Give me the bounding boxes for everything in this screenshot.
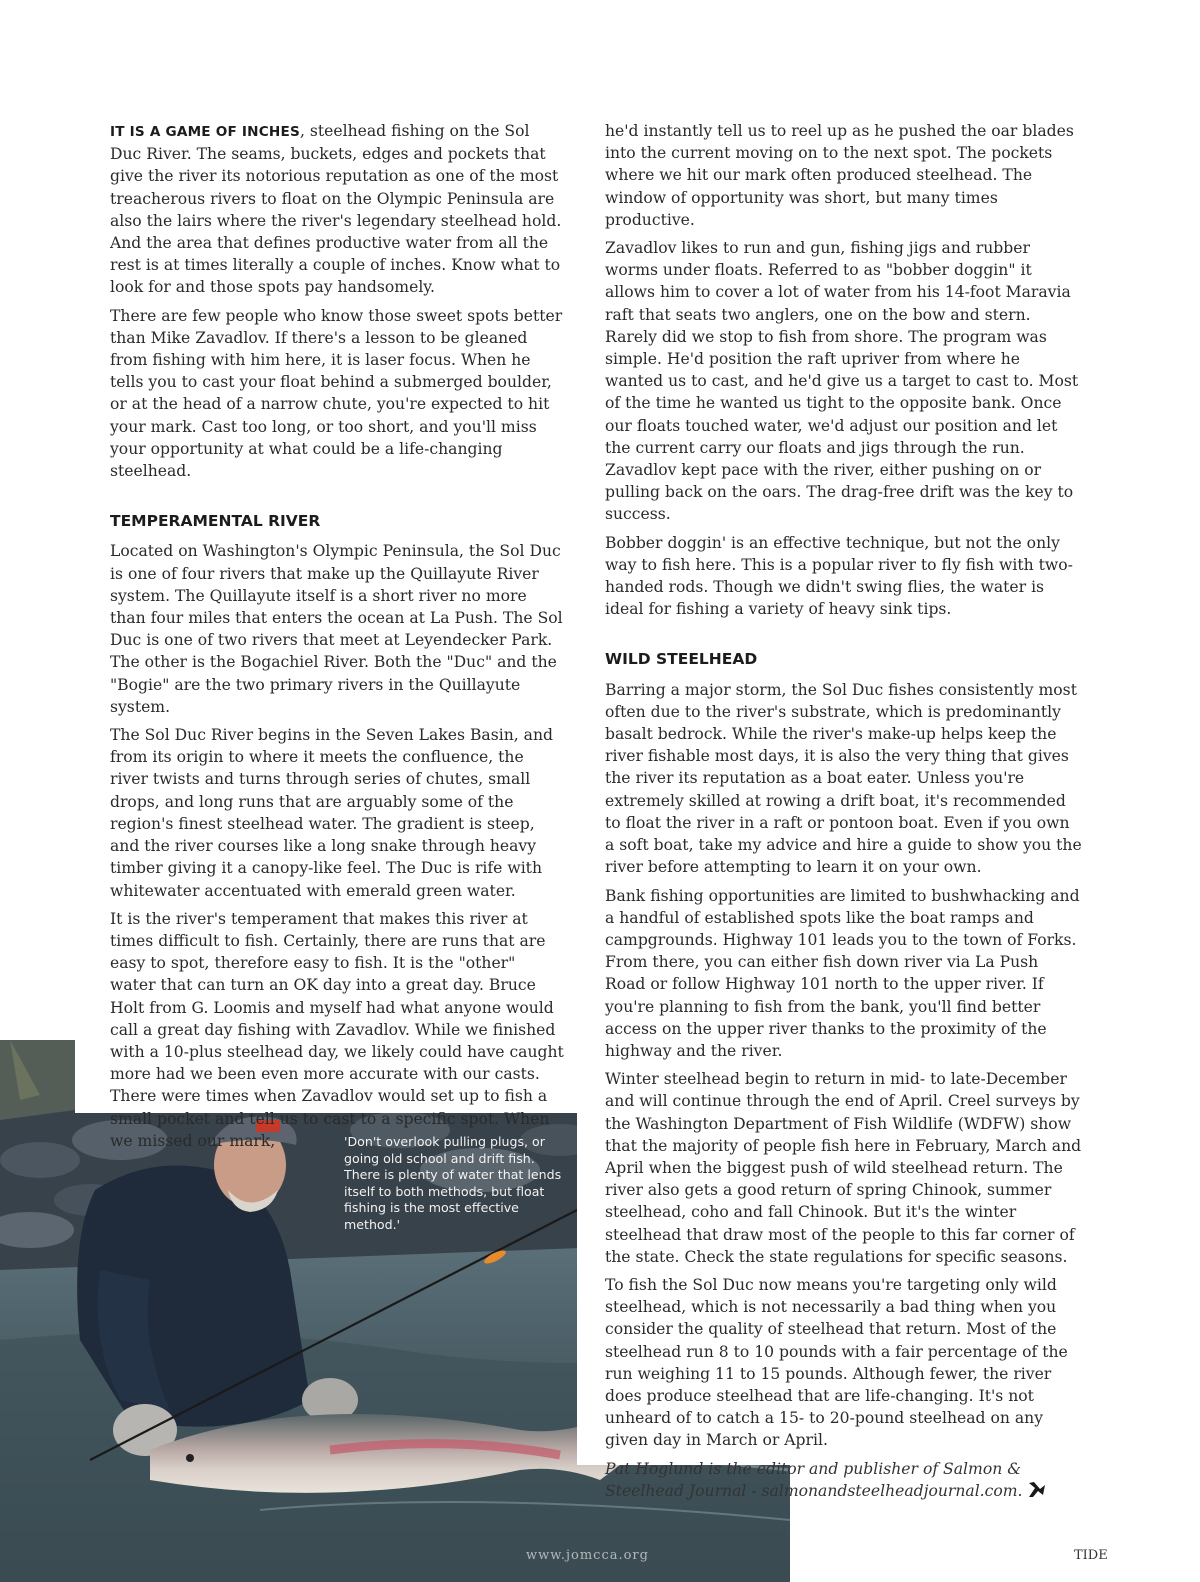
paragraph-7: Zavadlov likes to run and gun, fishing jigs and rubber worms under floats. Referred to as "bobber doggin" it allows him to cover a lot of water from his 14-foot Maravia raft that seats two anglers, one on the bow and stern. Rarely did we stop to fish from shore. The program was simple. He'd position the raft upriver from where he wanted us to cast, and he'd give us a target to cast to. Most of the time he wanted us tight to the opposite bank. Once our floats touched water, we'd adjust our position and let the current carry our floats and jigs through the run. Zavadlov kept pace with the river, either pushing on or pulling back on the oars. The drag-free drift was the key to success. (605, 239, 1079, 524)
paragraph-10: Bank fishing opportunities are limited to bushwhacking and a handful of established spots like the boat ramps and campgrounds. Highway 101 leads you to the town of Forks. From there, you can either fish down river via La Push Road or follow Highway 101 north to the upper river. If you're planning to fish from the bank, you'll find better access on the upper river thanks to the proximity of the highway and the river. (605, 886, 1080, 1060)
paragraph-5: It is the river's temperament that makes this river at times difficult to fish. Certainly, there are runs that are easy to spot, therefore easy to fish. It is the "other" water that can turn an OK day into a great day. Bruce Holt from G. Loomis and myself had what anyone would call a great day fishing with Zavadlov. While we finished with a 10-plus steelhead day, we likely could have caught more had we been even more accurate with our casts. There were times when Zavadlov would set up to fish a small pocket and tell us to cast to a specific spot. When we missed our mark, (110, 909, 564, 1150)
intro-paragraph (110, 120, 565, 299)
paragraph-8: Bobber doggin' is an effective technique, but not the only way to fish here. This is a popular river to fly fish with two-handed rods. Though we didn't swing flies, the water is ideal for fishing a variety of heavy sink tips. (605, 533, 1073, 619)
article-column-right (605, 120, 1083, 1511)
paragraph-11: Winter steelhead begin to return in mid- to late-December and will continue through the end of April. Creel surveys by the Washington Department of Fish Wildlife (WDFW) show that the majority of people fish here in February, March and April when the biggest push of wild steelhead return. The river also gets a good return of spring Chinook, summer steelhead, coho and fall Chinook. But it's the winter steelhead that draw most of the people to this far corner of the state. Check the state regulations for specific seasons. (605, 1070, 1082, 1266)
fish-tail-end-mark-icon (1027, 1481, 1047, 1505)
lead-in: IT IS A GAME OF INCHES (110, 124, 300, 140)
paragraph-12: To fish the Sol Duc now means you're targeting only wild steelhead, which is not necessarily a bad thing when you consider the quality of steelhead that return. Most of the steelhead run 8 to 10 pounds with a fair percentage of the run weighing 11 to 15 pounds. Although fewer, the river does produce steelhead that are life-changing. It's not unheard of to catch a 15- to 20-pound steelhead on any given day in March or April. (605, 1275, 1068, 1450)
paragraph-2: There are few people who know those sweet spots better than Mike Zavadlov. If there's a lesson to be gleaned from fishing with him here, it is laser focus. When he tells you to cast your float behind a submerged boulder, or at the head of a narrow chute, you're expected to hit your mark. Cast too long, or too short, and you'll miss your opportunity at what could be a life-changing steelhead. (110, 306, 563, 481)
article-column-left (110, 120, 565, 1158)
intro-text: , steelhead fishing on the Sol Duc River. The seams, buckets, edges and pockets that give the river its notorious reputation as one of the most treacherous rivers to float on the Olympic Peninsula are also the lairs where the river's legendary steelhead hold. And the area that defines productive water from all the rest is at times literally a couple of inches. Know what to look for and those spots pay handsomely. (110, 122, 562, 297)
heading-temperamental-river: TEMPERAMENTAL RIVER (110, 512, 321, 531)
byline-text: Pat Hoglund is the editor and publisher of Salmon & Steelhead Journal - salmonandsteelheadjournal.com. (605, 1459, 1023, 1500)
paragraph-6: he'd instantly tell us to reel up as he pushed the oar blades into the current moving on to the next spot. The pockets where we hit our mark often produced steelhead. The window of opportunity was short, but many times productive. (605, 122, 1074, 229)
paragraph-9: Barring a major storm, the Sol Duc fishes consistently most often due to the river's substrate, which is predominantly basalt bedrock. While the river's make-up helps keep the river fishable most days, it is also the very thing that gives the river its reputation as a boat eater. Unless you're extremely skilled at rowing a drift boat, it's recommended to float the river in a raft or pontoon boat. Even if you own a soft boat, take my advice and hire a guide to show you the river before attempting to learn it on your own. (605, 680, 1082, 877)
heading-wild-steelhead: WILD STEELHEAD (605, 650, 758, 669)
paragraph-3: Located on Washington's Olympic Peninsula, the Sol Duc is one of four rivers that make up the Quillayute River system. The Quillayute itself is a short river no more than four miles that enters the ocean at La Push. The Sol Duc is one of two rivers that meet at Leyendecker Park. The other is the Bogachiel River. Both the "Duc" and the "Bogie" are the two primary rivers in the Quillayute system. (110, 542, 563, 716)
photo-caption: 'Don't overlook pulling plugs, or going old school and drift fish. There is plenty of water that lends itself to both methods, but float fishing is the most effective method.' (344, 1134, 562, 1232)
author-byline (605, 1458, 1083, 1505)
page-folio: TIDE (1074, 1548, 1108, 1563)
footer-url[interactable]: www.jomcca.org (526, 1548, 649, 1563)
paragraph-4: The Sol Duc River begins in the Seven Lakes Basin, and from its origin to where it meets the confluence, the river twists and turns through series of chutes, small drops, and long runs that are arguably some of the region's finest steelhead water. The gradient is steep, and the river courses like a long snake through heavy timber giving it a canopy-like feel. The Duc is rife with whitewater accentuated with emerald green water. (110, 726, 553, 900)
